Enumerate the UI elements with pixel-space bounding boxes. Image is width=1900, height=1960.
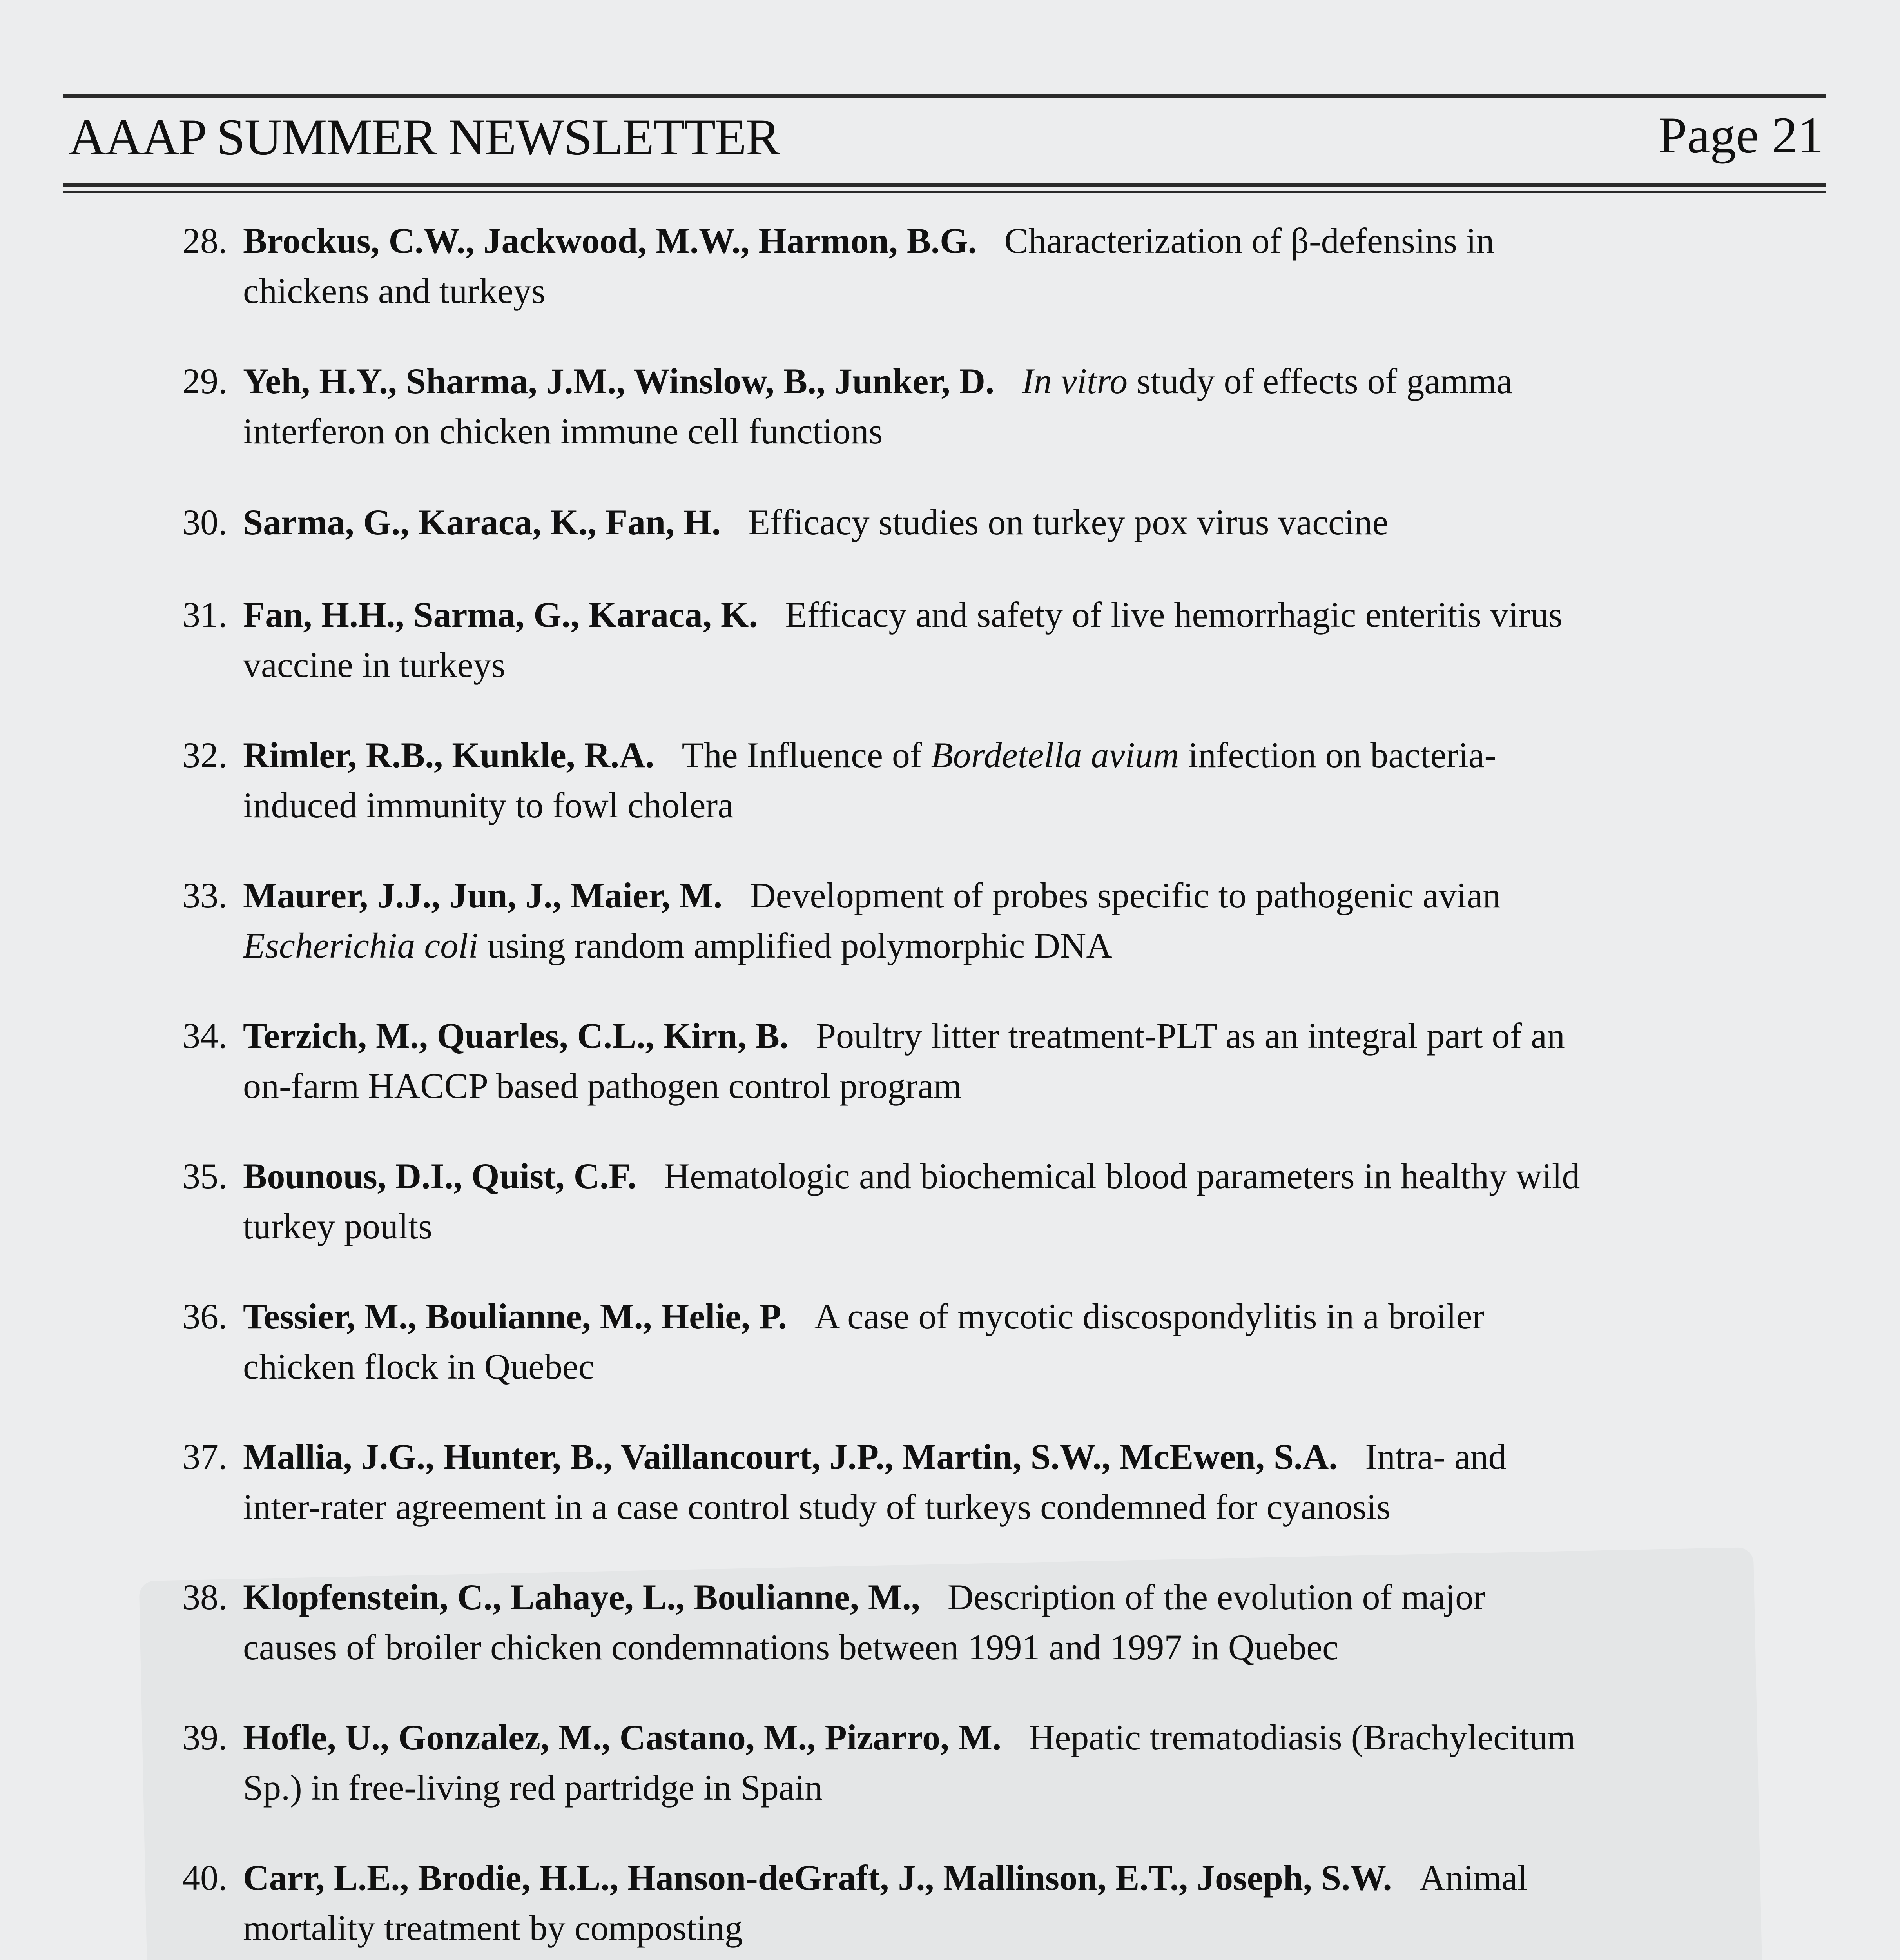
reference-title-cont: inter-rater agreement in a case control study of turkeys condemned for cyanosis [243, 1487, 1391, 1527]
reference-30: 30. Sarma, G., Karaca, K., Fan, H. Efficacy studies on turkey pox virus vaccine [182, 502, 1389, 542]
reference-29: 29. Yeh, H.Y., Sharma, J.M., Winslow, B., Junker, D. In vitro study of effects of gamma interferon on chicken immune cell functions [182, 356, 1754, 456]
reference-title-cont: causes of broiler chicken condemnations between 1991 and 1997 in Quebec [243, 1627, 1338, 1667]
reference-title: Poultry litter treatment-PLT as an integral part of an [816, 1016, 1565, 1056]
reference-authors: Yeh, H.Y., Sharma, J.M., Winslow, B., Junker, D. [243, 361, 995, 401]
reference-title: Development of probes specific to pathogenic avian [750, 875, 1501, 915]
reference-authors: Fan, H.H., Sarma, G., Karaca, K. [243, 595, 758, 635]
reference-title-cont: interferon on chicken immune cell functions [243, 411, 883, 451]
reference-title: Hematologic and biochemical blood parameters in healthy wild [664, 1156, 1580, 1196]
reference-title-cont: on-farm HACCP based pathogen control program [243, 1066, 962, 1106]
reference-title-cont: vaccine in turkeys [243, 645, 506, 685]
reference-title-italic: In vitro [1022, 361, 1128, 401]
reference-title-italic: Escherichia coli [243, 926, 479, 965]
reference-title: A case of mycotic discospondylitis in a broiler [814, 1296, 1485, 1336]
reference-title: Efficacy studies on turkey pox virus vaccine [748, 502, 1389, 542]
reference-authors: Brockus, C.W., Jackwood, M.W., Harmon, B.G. [243, 221, 977, 261]
reference-34: 34. Terzich, M., Quarles, C.L., Kirn, B. Poultry litter treatment-PLT as an integral part of an on-farm HACCP based pathogen control program [182, 1011, 1754, 1111]
reference-title: Hepatic trematodiasis (Brachylecitum [1028, 1717, 1575, 1757]
reference-title-cont: turkey poults [243, 1206, 432, 1246]
newsletter-title: AAAP SUMMER NEWSLETTER [69, 108, 780, 166]
reference-36: 36. Tessier, M., Boulianne, M., Helie, P. A case of mycotic discospondylitis in a broiler chicken flock in Quebec [182, 1291, 1754, 1392]
reference-title-cont: chickens and turkeys [243, 271, 546, 311]
reference-authors: Klopfenstein, C., Lahaye, L., Boulianne, M., [243, 1577, 920, 1617]
reference-authors: Bounous, D.I., Quist, C.F. [243, 1156, 636, 1196]
reference-title: The Influence of [682, 735, 931, 775]
reference-title-cont: chicken flock in Quebec [243, 1347, 595, 1387]
reference-title-cont: Sp.) in free-living red partridge in Spain [243, 1768, 823, 1808]
reference-title: infection on bacteria- [1179, 735, 1497, 775]
reference-35: 35. Bounous, D.I., Quist, C.F. Hematologic and biochemical blood parameters in healthy wild turkey poults [182, 1151, 1754, 1251]
reference-39: 39. Hofle, U., Gonzalez, M., Castano, M., Pizarro, M. Hepatic trematodiasis (Brachylecitum Sp.) in free-living red partridge in Spain [182, 1712, 1754, 1813]
reference-title: Efficacy and safety of live hemorrhagic enteritis virus [785, 595, 1563, 635]
header-rule-bottom [63, 183, 1826, 187]
reference-title: Animal [1419, 1858, 1528, 1898]
reference-31: 31. Fan, H.H., Sarma, G., Karaca, K. Efficacy and safety of live hemorrhagic enteritis virus vaccine in turkeys [182, 590, 1754, 690]
reference-title: Intra- and [1365, 1437, 1507, 1477]
reference-title-cont: using random amplified polymorphic DNA [478, 926, 1112, 965]
reference-28: 28. Brockus, C.W., Jackwood, M.W., Harmon, B.G. Characterization of β-defensins in chickens and turkeys [182, 216, 1754, 316]
reference-title: Characterization of β-defensins in [1004, 221, 1494, 261]
reference-authors: Maurer, J.J., Jun, J., Maier, M. [243, 875, 723, 915]
reference-title: Description of the evolution of major [947, 1577, 1485, 1617]
reference-title-cont: mortality treatment by composting [243, 1908, 743, 1948]
reference-authors: Carr, L.E., Brodie, H.L., Hanson-deGraft, J., Mallinson, E.T., Joseph, S.W. [243, 1858, 1392, 1898]
header-rule-bottom-thin [63, 191, 1826, 193]
reference-38: 38. Klopfenstein, C., Lahaye, L., Boulianne, M., Description of the evolution of major causes of broiler chicken condemnations between 1991 and 1997 in Quebec [182, 1572, 1754, 1672]
reference-32: 32. Rimler, R.B., Kunkle, R.A. The Influence of Bordetella avium infection on bacteria- induced immunity to fowl cholera [182, 730, 1754, 830]
reference-37: 37. Mallia, J.G., Hunter, B., Vaillancourt, J.P., Martin, S.W., McEwen, S.A. Intra- and inter-rater agreement in a case control study of turkeys condemned for cyanosis [182, 1432, 1754, 1532]
reference-40: 40. Carr, L.E., Brodie, H.L., Hanson-deGraft, J., Mallinson, E.T., Joseph, S.W. Animal mortality treatment by composting [182, 1853, 1754, 1953]
reference-authors: Rimler, R.B., Kunkle, R.A. [243, 735, 654, 775]
reference-33: 33. Maurer, J.J., Jun, J., Maier, M. Development of probes specific to pathogenic avian Escherichia coli using random amplified polymorphic DNA [182, 875, 1501, 965]
reference-title: study of effects of gamma [1128, 361, 1512, 401]
reference-title-cont: induced immunity to fowl cholera [243, 785, 734, 825]
header-rule-top [63, 94, 1826, 98]
reference-authors: Tessier, M., Boulianne, M., Helie, P. [243, 1296, 787, 1336]
reference-authors: Mallia, J.G., Hunter, B., Vaillancourt, J.P., Martin, S.W., McEwen, S.A. [243, 1437, 1338, 1477]
page-number: Page 21 [1658, 106, 1824, 164]
reference-authors: Sarma, G., Karaca, K., Fan, H. [243, 502, 721, 542]
reference-title-italic: Bordetella avium [931, 735, 1179, 775]
reference-authors: Terzich, M., Quarles, C.L., Kirn, B. [243, 1016, 789, 1056]
reference-authors: Hofle, U., Gonzalez, M., Castano, M., Pizarro, M. [243, 1717, 1001, 1757]
